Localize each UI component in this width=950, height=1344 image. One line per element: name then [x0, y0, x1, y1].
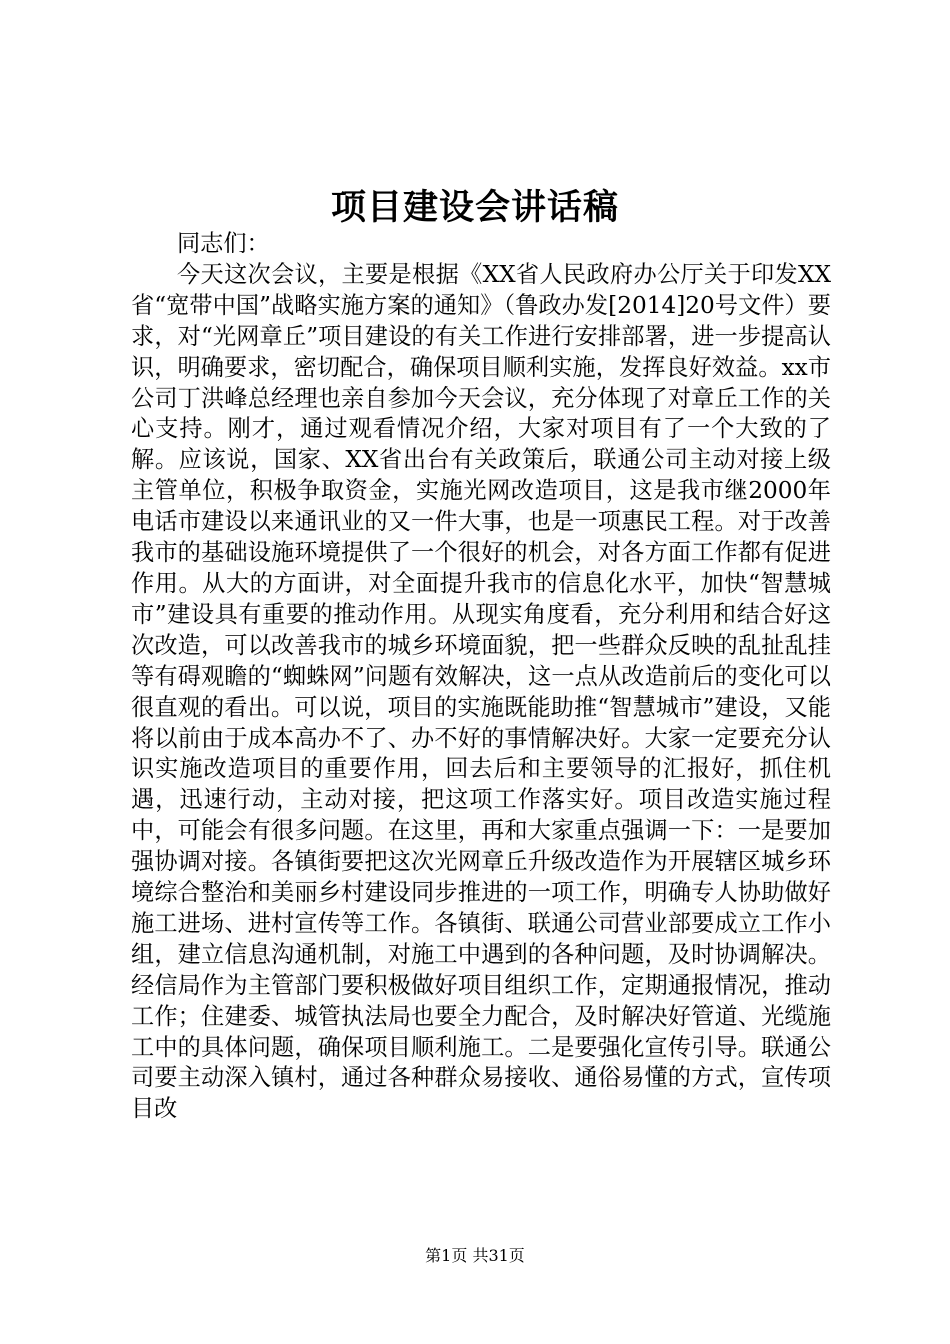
body-paragraph: 今天这次会议，主要是根据《XX省人民政府办公厅关于印发XX省“宽带中国”战略实施方案的通知》（鲁政办发[2014]20号文件）要求，对“光网章丘”项目建设的有关工作进行安排部署，进一步提高认识，明确要求，密切配合，确保项目顺利实施，发挥良好效益。xx市公司丁洪峰总经理也亲自参加今天会议，充分体现了对章丘工作的关心支持。刚才，通过观看情况介绍，大家对项目有了一个大致的了解。应该说，国家、XX省出台有关政策后，联通公司主动对接上级主管单位，积极争取资金，实施光网改造项目，这是我市继2000年电话市建设以来通讯业的又一件大事，也是一项惠民工程。对于改善我市的基础设施环境提供了一个很好的机会，对各方面工作都有促进作用。从大的方面讲，对全面提升我市的信息化水平，加快“智慧城市”建设具有重要的推动作用。从现实角度看，充分利用和结合好这次改造，可以改善我市的城乡环境面貌，把一些群众反映的乱扯乱挂等有碍观瞻的“蜘蛛网”问题有效解决，这一点从改造前后的变化可以很直观的看出。可以说，项目的实施既能助推“智慧城市”建设，又能将以前由于成本高办不了、办不好的事情解决好。大家一定要充分认识实施改造项目的重要作用，回去后和主要领导的汇报好，抓住机遇，迅速行动，主动对接，把这项工作落实好。项目改造实施过程中，可能会有很多问题。在这里，再和大家重点强调一下：一是要加强协调对接。各镇街要把这次光网章丘升级改造作为开展辖区城乡环境综合整治和美丽乡村建设同步推进的一项工作，明确专人协助做好施工进场、进村宣传等工作。各镇街、联通公司营业部要成立工作小组，建立信息沟通机制，对施工中遇到的各种问题，及时协调解决。经信局作为主管部门要积极做好项目组织工作，定期通报情况，推动工作；住建委、城管执法局也要全力配合，及时解决好管道、光缆施工中的具体问题，确保项目顺利施工。二是要强化宣传引导。联通公司要主动深入镇村，通过各种群众易接收、通俗易懂的方式，宣传项目改 [131, 260, 831, 1123]
page-number: 第1页 共31页 [425, 1246, 525, 1265]
document-title: 项目建设会讲话稿 [330, 187, 619, 228]
salutation: 同志们： [177, 230, 270, 257]
document-body [131, 229, 831, 1125]
